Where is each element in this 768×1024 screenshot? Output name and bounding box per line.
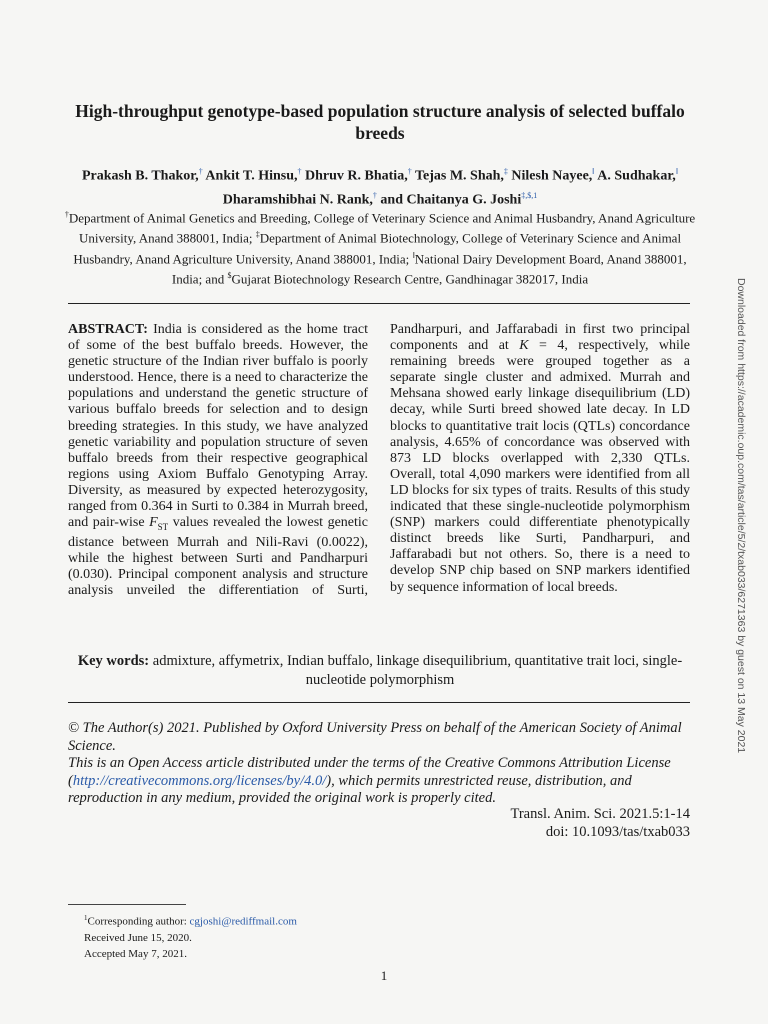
author: Dharamshibhai N. Rank, (222, 192, 373, 208)
journal-info (68, 805, 690, 841)
keywords-label: Key words: (77, 653, 150, 669)
author: Tejas M. Shah, (414, 168, 504, 184)
author: and Chaitanya G. Joshi (380, 192, 522, 208)
author-mark: † (407, 167, 412, 176)
abstract-text-2: values revealed the lowest genetic distance between Murrah and Nili-Ravi (0.0022), while the highest between Surti and Pandharpuri (0.030). Principal component analysis and structure analysis unveiled the differentiation of Surti, Pandharpuri, and Jaffarabadi in first two principal components and at (68, 322, 690, 599)
affil-mark: ‖ (412, 250, 415, 260)
affiliations (62, 206, 698, 287)
corr-label: Corresponding author: (87, 915, 187, 928)
author: Dhruv R. Bhatia, (305, 168, 408, 184)
corresponding-author (84, 910, 484, 930)
license-text-end: ), which permits unrestricted reuse, distribution, and reproduction in any medium, provided the original work is properly cited. (68, 772, 632, 806)
affiliation-2: Department of Animal Biotechnology, College of Veterinary Science and Animal Husbandry, Anand Agriculture University, Anand 388001, India; (73, 230, 682, 266)
k-variable: K (519, 338, 529, 354)
author-mark: † (372, 190, 377, 200)
journal-doi: doi: 10.1093/tas/txab033 (545, 824, 690, 840)
keywords (70, 652, 690, 690)
copyright-line: © The Author(s) 2021. Published by Oxford University Press on behalf of the American Society of Animal Science. (68, 720, 682, 754)
affil-mark: † (64, 210, 69, 219)
abstract-label: ABSTRACT: (68, 322, 148, 337)
affiliation-3: National Dairy Development Board, Anand 388001, India; and (171, 250, 687, 287)
author: Ankit T. Hinsu, (205, 168, 298, 184)
affiliation-1: Department of Animal Genetics and Breeding, College of Veterinary Science and Animal Husbandry, Anand Agriculture University, Anand 388001, India; (68, 210, 696, 246)
author-mark: ‡ (503, 167, 508, 176)
author-mark: ‡,$,1 (521, 190, 538, 200)
author-mark: ‖ (592, 167, 595, 176)
journal-citation: Transl. Anim. Sci. 2021.5:1-14 (510, 806, 690, 822)
author-mark: ‖ (675, 167, 679, 176)
corr-email-link[interactable]: cgjoshi@rediffmail.com (189, 915, 297, 928)
license-text: This is an Open Access article distributed under the terms of the Creative Commons Attribution License ( (68, 755, 671, 789)
author: Nilesh Nayee, (511, 168, 593, 184)
footnotes (84, 910, 484, 962)
page-number: 1 (380, 968, 388, 983)
author-mark: † (198, 167, 203, 176)
abstract (68, 322, 690, 599)
download-side-note: Downloaded from https://academic.oup.com/tas/article/5/2/txab033/6271363 by guest on 13 May 2021 (735, 278, 747, 754)
accepted-date: Accepted May 7, 2021. (84, 947, 187, 960)
paper-title: High-throughput genotype-based population structure analysis of selected buffalo breeds (75, 101, 685, 143)
affil-mark: ‡ (255, 230, 260, 240)
corr-mark: 1 (84, 914, 88, 922)
author: A. Sudhakar, (597, 168, 676, 184)
author-list (60, 162, 700, 209)
abstract-text-3: = 4, respectively, while remaining breeds were grouped together as a separate single cluster and admixed. Murrah and Mehsana showed early linkage disequilibrium (LD) decay, while Surti breed showed late decay. In LD blocks to quantitative trait locis (QTLs) concordance analysis, 4.65% of concordance was observed with 873 LD blocks overlapped with 2,330 QTLs. Overall, total 4,090 markers were identified from all LD blocks for six types of traits. Results of this study indicated that these single-nucleotide polymorphism (SNP) markers could differentiate phenotypically distinct breeds like Surti, Pandharpuri, and Jaffarabadi but not others. So, there is a need to develop SNP chip based on SNP markers identified by sequence information of local breeds. (390, 338, 690, 595)
received-date: Received June 15, 2020. (84, 931, 192, 944)
author: Prakash B. Thakor, (81, 168, 199, 184)
keywords-divider (68, 702, 690, 703)
license-notice (68, 720, 692, 808)
author-mark: † (297, 167, 302, 176)
affiliation-4: Gujarat Biotechnology Research Centre, Gandhinagar 382017, India (231, 271, 589, 287)
keywords-text: admixture, affymetrix, Indian buffalo, linkage disequilibrium, quantitative trait loci, single-nucleotide polymorphism (152, 653, 683, 688)
footnote-divider (68, 904, 186, 905)
affil-mark: $ (227, 270, 232, 280)
header-divider (68, 303, 690, 304)
abstract-text-1: India is considered as the home tract of some of the best buffalo breeds. However, the genetic structure of the Indian river buffalo is poorly understood. Hence, there is a need to characterize the populations and understand the genetic structure of various buffalo breeds for selection and to design breeding strategies. In this study, we have analyzed genetic variability and population structure of seven buffalo breeds from their respective geographical regions using Axiom Buffalo Genotyping Array. Diversity, as measured by expected heterozygosity, ranged from 0.364 in Surti to 0.384 in Murrah breed, and pair-wise (68, 322, 368, 531)
license-link[interactable]: http://creativecommons.org/licenses/by/4.0/ (72, 772, 327, 789)
fst-symbol: F (149, 515, 158, 531)
fst-subscript: ST (157, 521, 169, 532)
